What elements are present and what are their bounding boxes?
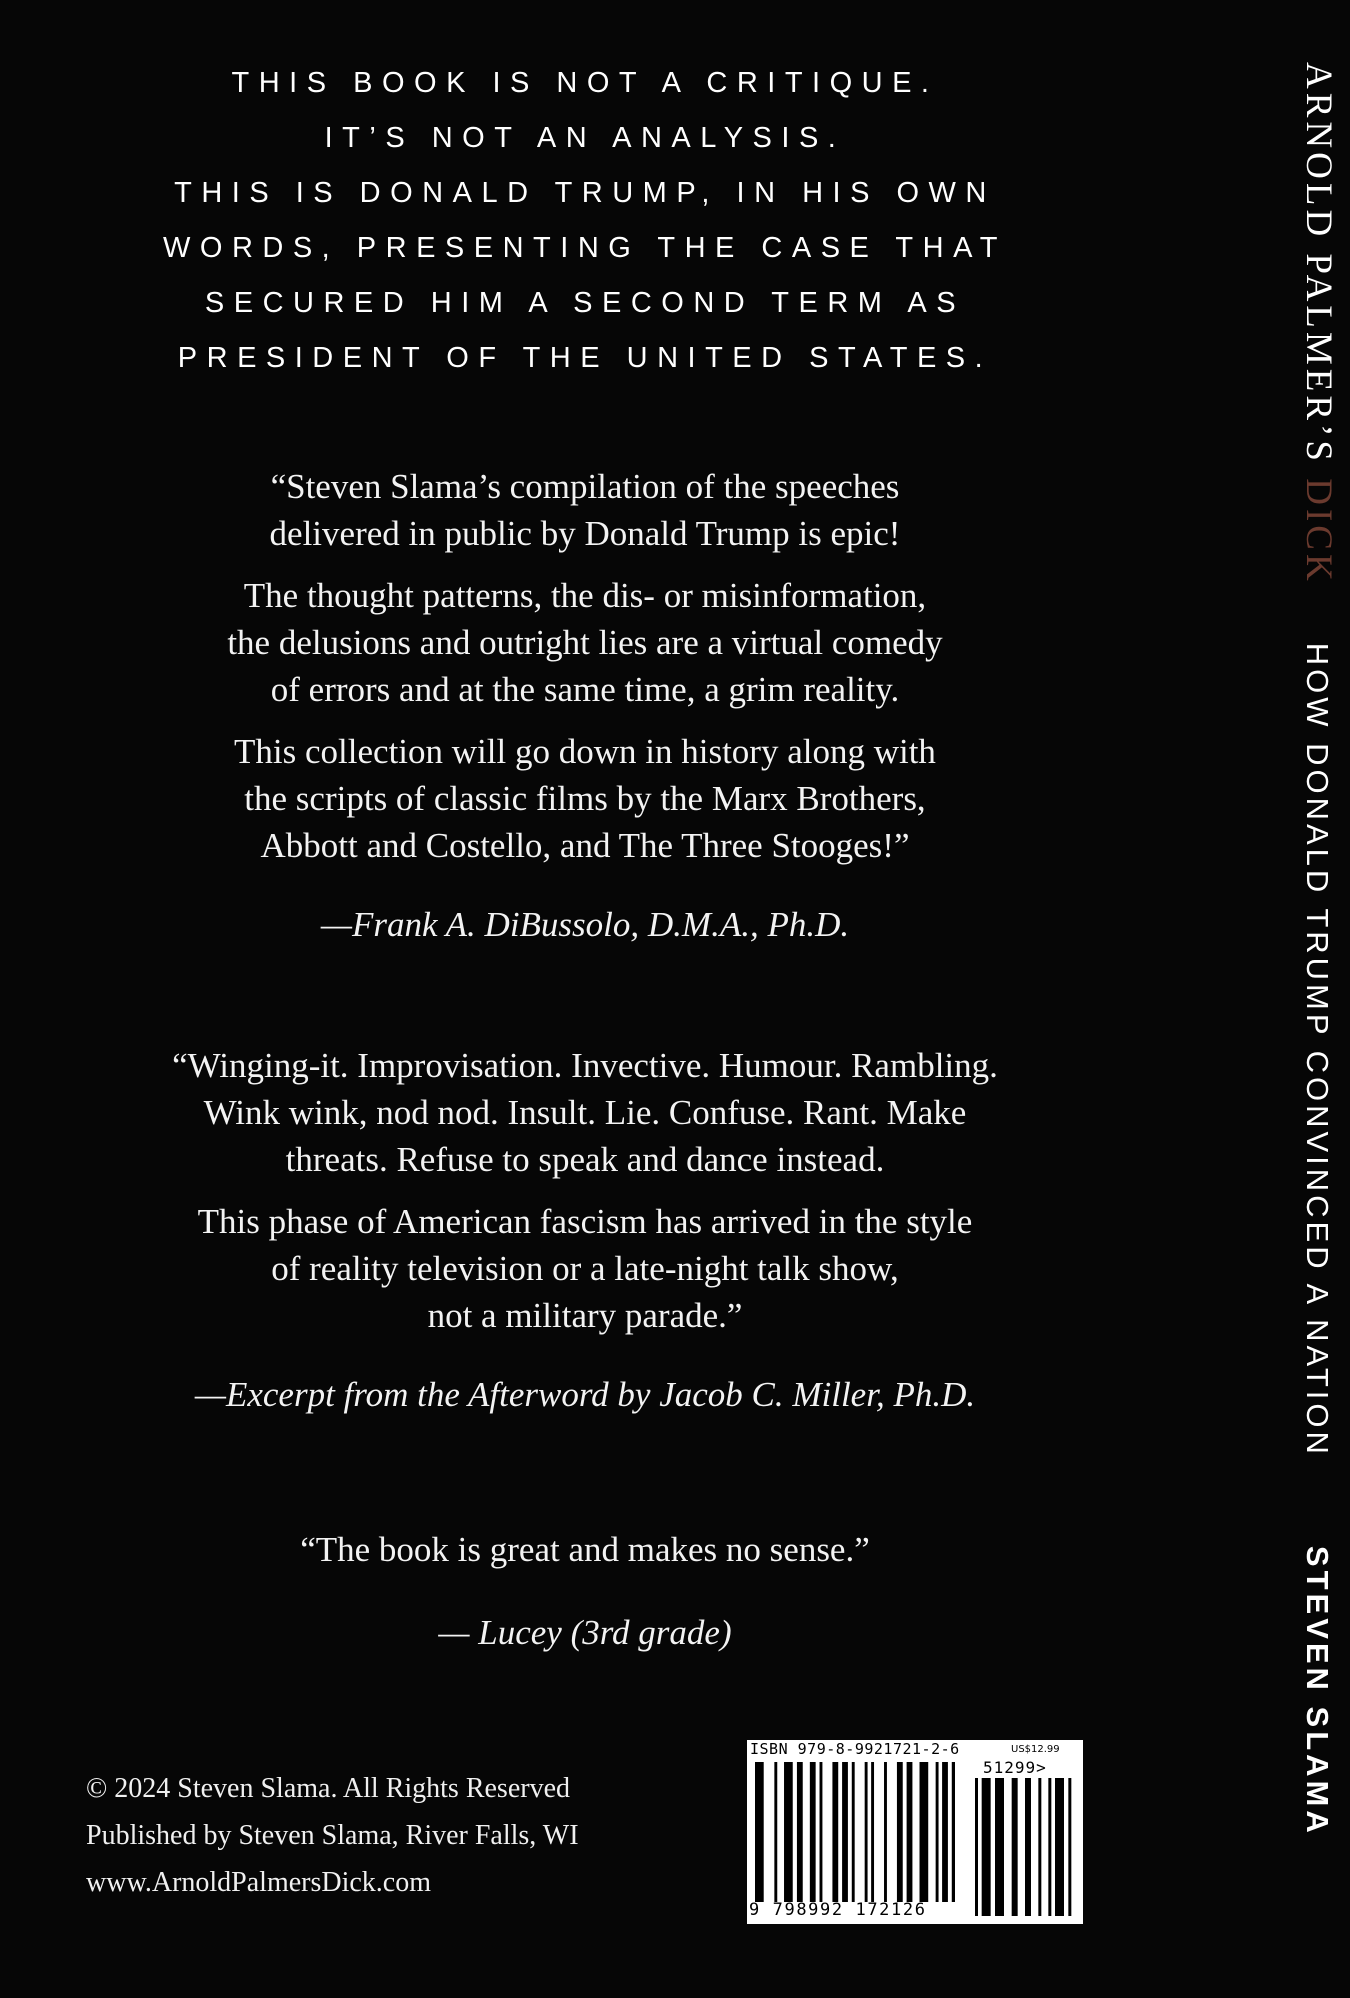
barcode-bar [897,1762,903,1902]
barcode-bar [871,1762,874,1902]
copyright-notice: © 2024 Steven Slama. All Rights Reserved [86,1773,571,1804]
spine [1280,0,1350,1998]
barcode-bar [774,1762,777,1902]
blurb-paragraph [0,1198,1170,1339]
blurb-paragraph [0,1042,1170,1183]
blurb-line: This collection will go down in history along with [234,732,936,771]
blurb-dibussolo [0,463,1170,948]
headline-line: THIS BOOK IS NOT A CRITIQUE. [231,67,939,99]
spine-title-main: ARNOLD PALMER’S [1298,62,1339,465]
barcode-digits: 9 798992 172126 [749,1900,927,1920]
barcode-bar [995,1778,1004,1916]
blurb-paragraph [0,463,1170,557]
blurb-line: This phase of American fascism has arrived in the style [197,1202,973,1241]
headline-block [0,56,1170,386]
spine-subtitle: HOW DONALD TRUMP CONVINCED A NATION [1300,642,1335,1458]
barcode-bar [907,1762,913,1902]
blurb-attribution: —Frank A. DiBussolo, D.M.A., Ph.D. [320,905,850,944]
barcode-bar [1068,1778,1071,1916]
headline-line: WORDS, PRESENTING THE CASE THAT [163,232,1007,264]
blurb-attribution: —Excerpt from the Afterword by Jacob C. Miller, Ph.D. [194,1375,976,1414]
barcode-bar [865,1762,868,1902]
blurb-line: the scripts of classic films by the Marx Brothers, [244,779,926,818]
barcode-bar [1048,1778,1051,1916]
barcode-bar [952,1762,955,1902]
blurb-line: delivered in public by Donald Trump is epic! [269,514,901,553]
barcode-bars [755,1762,955,1902]
blurb-line: “The book is great and makes no sense.” [300,1530,870,1569]
barcode-bar [920,1762,929,1902]
barcode-bar [820,1762,823,1902]
blurb-miller [0,1042,1170,1418]
blurb-paragraph [0,728,1170,869]
barcode-bar [832,1762,838,1902]
barcode-bar [982,1778,991,1916]
barcode-bar [852,1762,855,1902]
barcode-bar [1055,1778,1064,1916]
spine-author: STEVEN SLAMA [1300,1545,1335,1837]
headline-line: SECURED HIM A SECOND TERM AS [204,287,966,319]
barcode-bar [936,1762,939,1902]
barcode-bar [975,1778,978,1916]
publisher-credits [86,1765,579,1906]
barcode-bar [1038,1778,1041,1916]
blurb-line: “Steven Slama’s compilation of the speeches [270,467,900,506]
blurb-line: the delusions and outright lies are a virtual comedy [227,623,943,662]
spine-title [1298,62,1339,585]
isbn-label: ISBN 979-8-9921721-2-6 [750,1740,960,1758]
blurb-line: of reality television or a late-night talk show, [271,1249,899,1288]
spine-text [1297,62,1340,1837]
blurb-line: The thought patterns, the dis- or misinformation, [243,576,927,615]
blurb-line: of errors and at the same time, a grim reality. [270,670,900,709]
isbn-barcode [747,1740,1083,1924]
blurb-paragraph [0,572,1170,713]
blurb-lucey [0,1526,1170,1656]
price-label: US$12.99 [1011,1744,1060,1755]
barcode-bar [842,1762,848,1902]
blurb-line: Abbott and Costello, and The Three Stooges!” [260,826,910,865]
barcode-bar [1025,1778,1031,1916]
barcode-bar [755,1762,764,1902]
publisher-line: Published by Steven Slama, River Falls, WI [86,1820,579,1851]
barcode-bar [942,1762,948,1902]
blurb-line: threats. Refuse to speak and dance instead. [285,1140,885,1179]
barcode-bar [1012,1778,1018,1916]
barcode-bar [884,1762,887,1902]
blurb-attribution: — Lucey (3rd grade) [438,1613,732,1652]
addon-barcode-bars [975,1778,1075,1916]
addon-digits: 51299> [983,1758,1047,1777]
blurb-line: not a military parade.” [427,1296,743,1335]
headline-line: PRESIDENT OF THE UNITED STATES. [177,342,993,374]
website-link[interactable]: www.ArnoldPalmersDick.com [86,1867,432,1898]
barcode-bar [810,1762,816,1902]
spine-title-accent: DICK [1298,478,1339,585]
headline-line: THIS IS DONALD TRUMP, IN HIS OWN [174,177,996,209]
barcode-bar [797,1762,803,1902]
blurb-line: Wink wink, nod nod. Insult. Lie. Confuse. Rant. Make [203,1093,967,1132]
headline-line: IT’S NOT AN ANALYSIS. [324,122,846,154]
barcode-bar [784,1762,793,1902]
blurb-line: “Winging-it. Improvisation. Invective. Humour. Rambling. [172,1046,998,1085]
